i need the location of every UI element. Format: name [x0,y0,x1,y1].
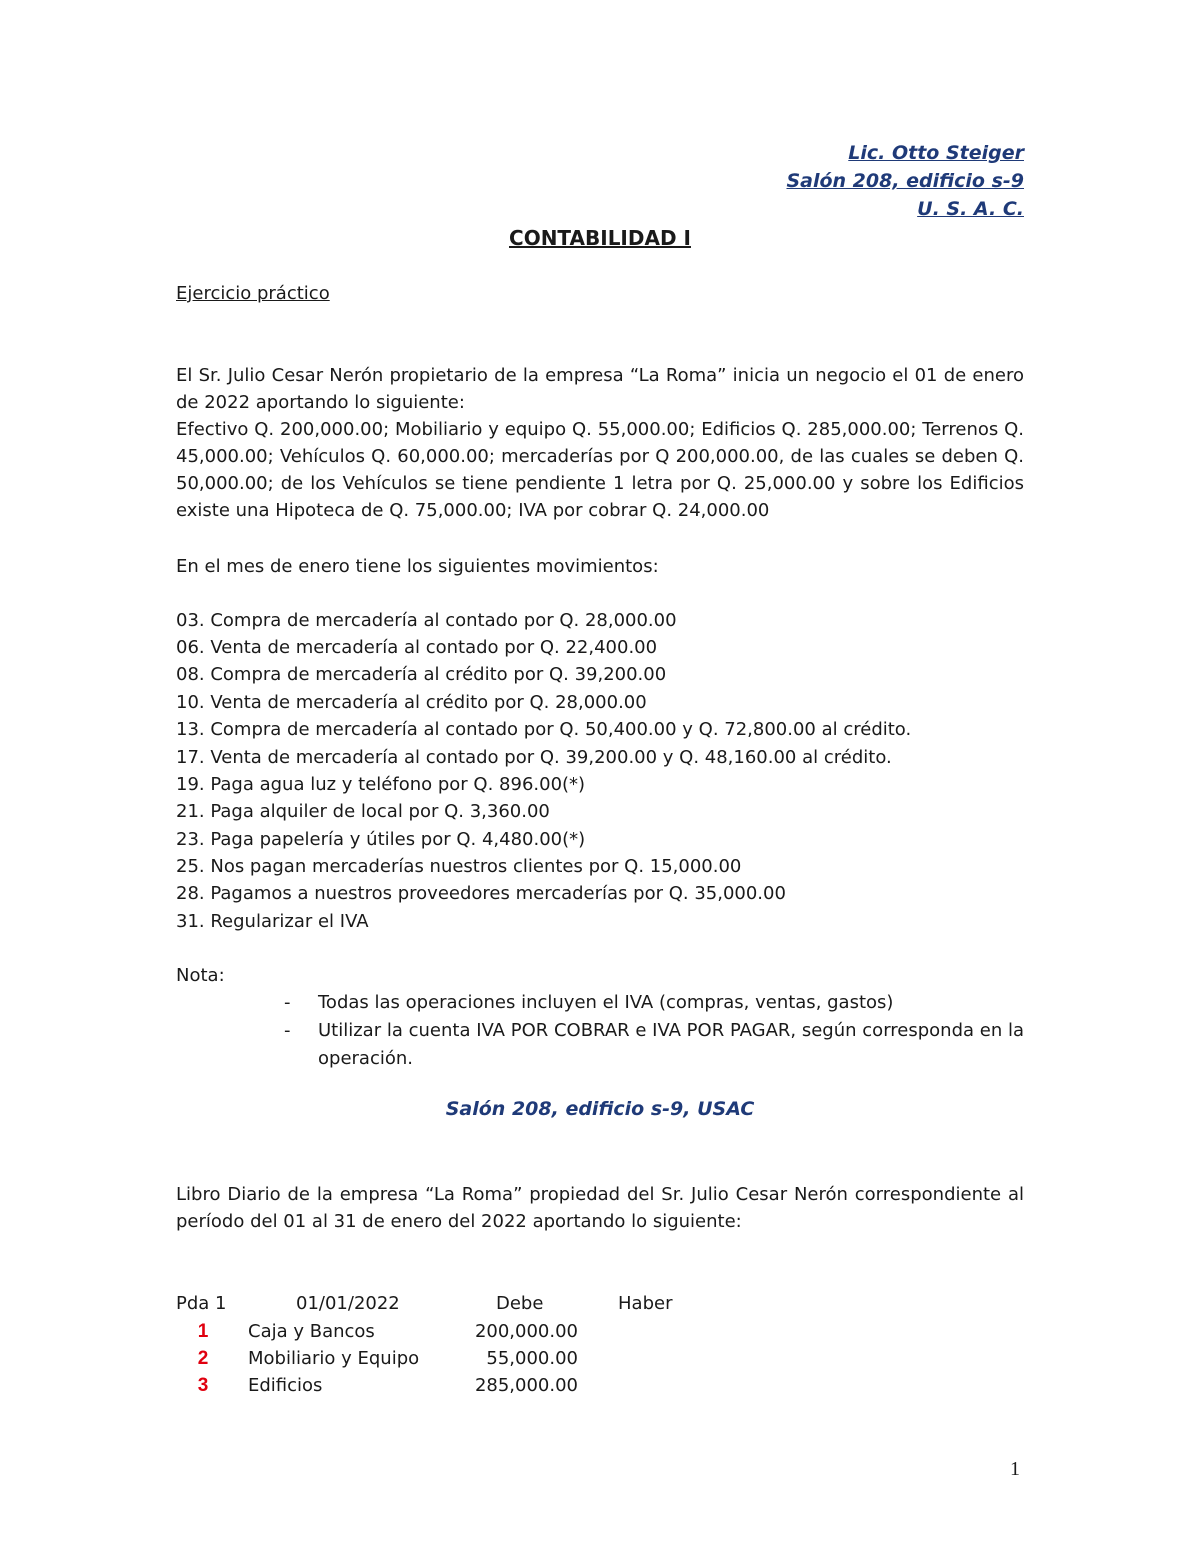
intro-paragraph-2: Efectivo Q. 200,000.00; Mobiliario y equipo Q. 55,000.00; Edificios Q. 285,000.00; Terrenos Q. 45,000.00; Vehículos Q. 60,000.00; mercaderías por Q 200,000.00, de las cuales se deben Q. 50,000.00; de los Vehículos se tiene pendiente 1 letra por Q. 25,000.00 y sobre los Edificios existe una Hipoteca de Q. 75,000.00; IVA por cobrar Q. 24,000.00 [176,419,1024,521]
note-list-item [284,989,1024,1017]
movements-intro: En el mes de enero tiene los siguientes movimientos: [176,556,659,577]
credit-header: Haber [618,1293,673,1314]
header-author: Lic. Otto Steiger [848,142,1024,164]
row-number: 1 [197,1321,209,1342]
movement-item: 03. Compra de mercadería al contado por Q. 28,000.00 [176,610,677,631]
intro-paragraph-1: El Sr. Julio Cesar Nerón propietario de la empresa “La Roma” inicia un negocio el 01 de enero de 2022 aportando lo siguiente: [176,365,1024,413]
movement-item: 19. Paga agua luz y teléfono por Q. 896.00(*) [176,774,586,795]
account-name: Mobiliario y Equipo [248,1348,420,1369]
page-number: 1 [1010,1458,1020,1480]
note-text: Todas las operaciones incluyen el IVA (compras, ventas, gastos) [318,992,894,1013]
debit-amount: 200,000.00 [474,1321,578,1342]
bullet-dash: - [284,992,291,1013]
entry-date: 01/01/2022 [296,1293,400,1314]
account-name: Edificios [248,1375,323,1396]
movement-item: 13. Compra de mercadería al contado por Q. 50,400.00 y Q. 72,800.00 al crédito. [176,719,912,740]
movement-item: 25. Nos pagan mercaderías nuestros clientes por Q. 15,000.00 [176,856,742,877]
header-location: Salón 208, edificio s-9 [786,170,1024,192]
document-title: CONTABILIDAD I [509,226,691,250]
note-list-item [284,1017,1024,1073]
movement-item: 28. Pagamos a nuestros proveedores mercaderías por Q. 35,000.00 [176,883,786,904]
movement-item: 08. Compra de mercadería al crédito por Q. 39,200.00 [176,664,667,685]
account-name: Caja y Bancos [248,1321,375,1342]
center-heading: Salón 208, edificio s-9, USAC [445,1098,755,1120]
row-number: 2 [197,1348,209,1369]
movement-item: 06. Venta de mercadería al contado por Q. 22,400.00 [176,637,658,658]
movement-item: 23. Paga papelería y útiles por Q. 4,480.00(*) [176,829,586,850]
movement-item: 31. Regularizar el IVA [176,911,369,932]
header-institution: U. S. A. C. [917,198,1024,220]
debit-amount: 285,000.00 [474,1375,578,1396]
movement-item: 10. Venta de mercadería al crédito por Q. 28,000.00 [176,692,647,713]
debit-amount: 55,000.00 [486,1348,578,1369]
note-text: Utilizar la cuenta IVA POR COBRAR e IVA POR PAGAR, según corresponda en la operación. [318,1020,1024,1069]
movement-item: 21. Paga alquiler de local por Q. 3,360.00 [176,801,550,822]
movement-item: 17. Venta de mercadería al contado por Q. 39,200.00 y Q. 48,160.00 al crédito. [176,747,892,768]
bullet-dash: - [284,1020,291,1041]
exercise-subtitle: Ejercicio práctico [176,283,330,304]
journal-intro: Libro Diario de la empresa “La Roma” propiedad del Sr. Julio Cesar Nerón correspondiente al período del 01 al 31 de enero del 2022 aportando lo siguiente: [176,1184,1024,1232]
note-label: Nota: [176,965,225,986]
entry-label: Pda 1 [176,1293,227,1314]
row-number: 3 [197,1375,209,1396]
debit-header: Debe [496,1293,544,1314]
